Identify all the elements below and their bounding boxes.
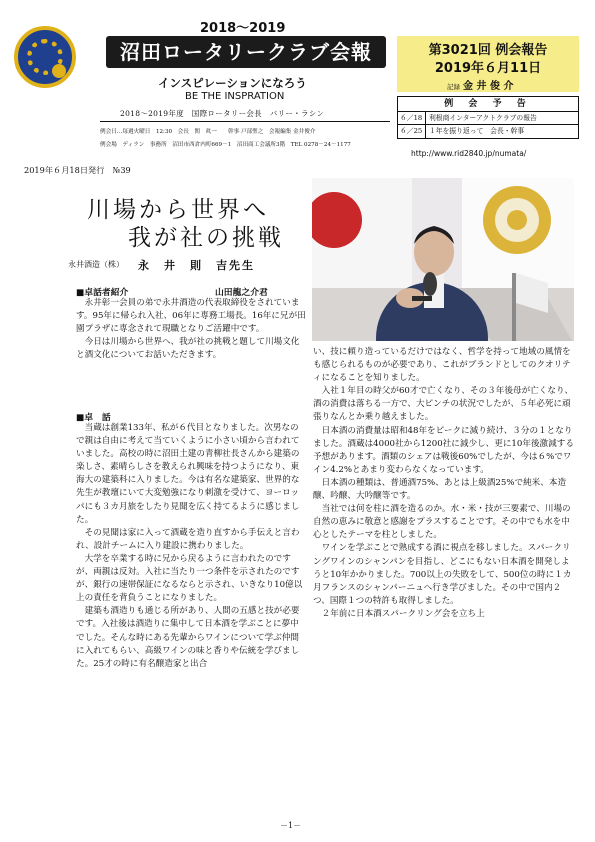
speaker-photo (312, 178, 574, 341)
recorder-name: 金 井 俊 介 (463, 81, 514, 92)
intro-heading: ■卓話者紹介 (76, 288, 129, 298)
talk-paragraph: い、技に頼り造っているだけではなく、哲学を持って地域の風情をも感じられるものが必要であり、これがブランドとしてのクオリティになることを知りました。 (313, 347, 571, 384)
theme-english: BE THE INSPRATION (185, 91, 285, 102)
meeting-schedule (397, 96, 579, 139)
schedule-heading: 例 会 予 告 (398, 97, 578, 112)
publish-date: 2019年６月18日発行 №39 (24, 165, 131, 175)
president-line: 2018～2019年度 国際ロータリー会長 バリー・ラシン (120, 109, 325, 118)
intro-body (76, 297, 306, 362)
issue-number: 第3021回 例会報告 (428, 43, 548, 58)
club-name-banner: 沼田ロータリークラブ会報 (106, 36, 386, 68)
recorder: 記録 金 井 俊 介 (447, 81, 514, 92)
header-rule (100, 121, 390, 122)
talk-paragraph: 入社１年目の時父が60才で亡くなり、その３年後母が亡くなり、酒の消費は落ちる一方で、大ピンチの状況でしたが、５年必死に頑張りなんとか乗り越えました。 (313, 386, 574, 423)
talk-paragraph: ２年前に日本酒スパークリング会を立ち上 (321, 608, 485, 619)
intro-paragraph: 今日は川場から世界へ、我が社の挑戦と題して川場文化と酒文化についてお話いただきます。 (76, 337, 300, 361)
talk-paragraph: ワインを学ぶことで熟成する酒に視点を移しました。スパークリングワインのシャンパンを目指し、どこにもない日本酒を開発しようと10年かかりました。700以上の失敗をして、500位の時に１カ月フランスのシャンパーニュへ行き学びました。その中で国内２つ、国際１つの特許も取得しました。 (313, 543, 572, 606)
club-url[interactable]: http://www.rid2840.jp/numata/ (411, 149, 527, 158)
talk-paragraph: 当社では何を柱に酒を造るのか。水・米・技が三要素で、川場の自然の恵みに敬意と感謝をプラスすることです。その中でも水を中心としたテーマを柱としました。 (313, 504, 571, 541)
schedule-row: ６／25 １年を振り返って 会長・幹事 (398, 125, 578, 138)
talk-heading: ■卓 話 (76, 413, 111, 423)
talk-paragraph: その見聞は家に入って酒蔵を造り直すから手伝えと言われ、設計チームに入り建設に携わりました。 (76, 527, 300, 551)
rotary-wheel-icon (27, 39, 63, 75)
headline-line-2: 我が社の挑戦 (128, 225, 284, 251)
club-info-line-1: 例会日…毎週火曜日 12:30 会長 関 眞一 幹事 戸部聖之 会報編集 金井俊介 (100, 129, 316, 135)
talk-paragraph: 当蔵は創業133年、私が６代目となりました。次男なので親は自由に考えて当ていくように小さい頃から言われていました。高校の時に沼田土建の青柳社長さんから建築の楽しさ、素晴らしさを教えられ興味を持つようになり、東海大の建築科に入りました。今は有名な建築家、世界的な先生が教壇にいて大変勉強になり刺激を受けて、ヨーロッパにも３カ月旅をしたり見聞を広く持てるように感じました。 (76, 423, 300, 525)
headline-line-1: 川場から世界へ (87, 197, 269, 223)
talk-paragraph: 日本酒の消費量は昭和48年をピークに減り続け、３分の１となりました。酒蔵は4000社から1200社に減少し、更に10年後激減する予想があります。酒類のシェアは戦後60%でしたが、今は６%でワイン4.2%とあまり変わらなくなっています。 (313, 425, 574, 475)
talk-paragraph: 大学を卒業する時に兄から戻るように言われたのですが、両親は反対。入社に当たり一つ条件を示されたのですが、銀行の速帯保証になるならと示され、いきなり10億以上の責任を背負うことになりました。 (76, 553, 303, 604)
theme-japanese: インスピレーションになろう (158, 76, 307, 90)
schedule-row: ６／18 利根商インターアクトクラブの報告 (398, 112, 578, 125)
speaker-name: 永 井 則 吉先生 (138, 259, 255, 272)
club-info-line-2: 例会場 ディラン 事務所 沼田市西倉内町669－1 沼田商工会議所3階 TEL 0278－24－1177 (100, 142, 351, 148)
issue-date: 2019年６月11日 (434, 61, 542, 76)
speaker-affiliation: 永井酒造（株） (68, 260, 124, 269)
talk-paragraph: 建築も酒造りも通じる所があり、人間の五感と技が必要です。入社後は酒造りに集中して日本酒を学ぶことに夢中でした。そんな時にある先輩からワインについて学ぶ仲間に入れてもらい、高級ワインの味と香りや伝統を学びました。25才の時に有名醸造家と出合 (76, 606, 300, 669)
page-number: －1－ (280, 821, 302, 830)
talk-body-right (313, 346, 575, 621)
rotary-emblem (14, 26, 76, 88)
introducer-name: 山田龍之介君 (215, 288, 268, 298)
talk-paragraph: 日本酒の種類は、普通酒75%、あとは上級酒25%で純米、本造醸、吟醸、大吟醸等です。 (313, 477, 567, 502)
intro-paragraph: 永井彰一会員の弟で永井酒造の代表取締役をされています。95年に帰られ入社、06年に専務工場長。16年に兄が田園プラザに専念されて現職となりご活躍中です。 (76, 298, 306, 335)
club-years: 2018～2019 (200, 21, 286, 36)
issue-box (397, 36, 579, 92)
talk-body-left (76, 422, 306, 671)
